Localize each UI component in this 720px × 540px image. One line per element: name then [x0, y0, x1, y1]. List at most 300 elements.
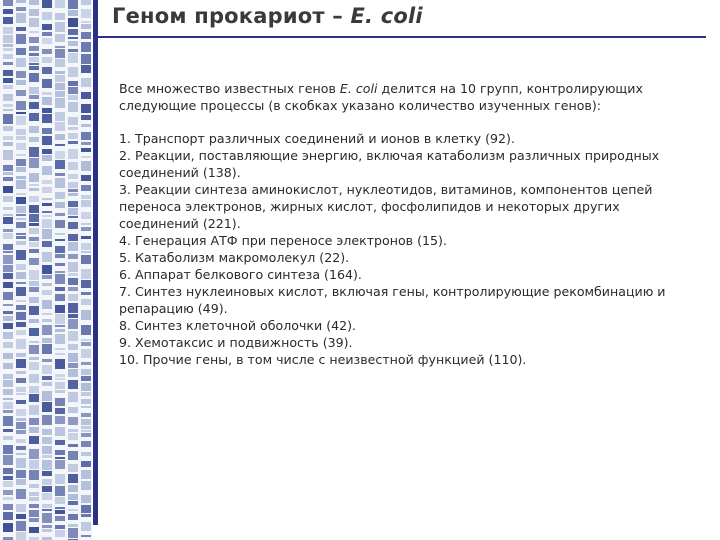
gel-band	[16, 393, 26, 395]
gel-band	[68, 464, 78, 472]
intro-after: делится на 10 групп, контролирующих следующие процессы (в скобках указано количество изученных генов):	[119, 81, 643, 113]
gel-band	[42, 300, 52, 309]
gel-band	[3, 196, 13, 202]
gel-band	[68, 407, 78, 413]
gel-band	[55, 374, 65, 377]
gel-band	[29, 527, 39, 533]
gel-band	[16, 250, 26, 260]
gel-band	[3, 109, 13, 111]
gel-band	[16, 167, 26, 172]
gel-band	[81, 32, 91, 39]
gel-band	[81, 426, 91, 429]
gel-band	[81, 195, 91, 199]
gel-band	[55, 334, 65, 344]
gel-band	[55, 416, 65, 424]
gel-band	[81, 54, 91, 64]
gel-band	[81, 175, 91, 181]
gel-band	[42, 67, 52, 74]
gel-band	[81, 21, 91, 23]
gel-band	[3, 323, 13, 329]
gel-band	[55, 507, 65, 509]
gel-band	[81, 42, 91, 52]
list-item: 1. Транспорт различных соединений и ионов в клетку (92).	[119, 131, 515, 146]
list-item: 10. Прочие гены, в том числе с неизвестной функцией (110).	[119, 352, 527, 367]
gel-band	[29, 196, 39, 202]
gel-band	[81, 392, 91, 396]
gel-band	[81, 156, 91, 158]
gel-band	[3, 172, 13, 175]
gel-band	[55, 486, 65, 496]
gel-band	[81, 161, 91, 171]
gel-band	[42, 446, 52, 454]
gel-band	[29, 470, 39, 480]
gel-band	[3, 27, 13, 34]
gel-band	[68, 41, 78, 46]
gel-band	[55, 271, 65, 273]
gel-band	[81, 243, 91, 250]
gel-band	[16, 322, 26, 327]
gel-band	[68, 353, 78, 362]
gel-band	[3, 265, 13, 272]
gel-band	[29, 394, 39, 402]
gel-band	[16, 489, 26, 499]
gel-band	[3, 229, 13, 232]
gel-band	[16, 532, 26, 540]
gel-band	[42, 203, 52, 206]
gel-band	[68, 149, 78, 159]
gel-band	[42, 252, 52, 262]
gel-band	[16, 330, 26, 335]
gel-band	[55, 378, 65, 380]
gel-band	[68, 10, 78, 16]
gel-band	[81, 310, 91, 320]
gel-band	[3, 481, 13, 487]
gel-band	[81, 212, 91, 219]
gel-band	[81, 369, 91, 375]
gel-band	[68, 162, 78, 170]
gel-band	[29, 460, 39, 469]
gel-band	[42, 114, 52, 123]
gel-band	[55, 122, 65, 131]
gel-band	[55, 382, 65, 389]
gel-band	[29, 173, 39, 182]
gel-band	[55, 178, 65, 188]
gel-band	[55, 263, 65, 266]
gel-band	[42, 97, 52, 105]
gel-band	[81, 362, 91, 365]
gel-band	[81, 148, 91, 152]
gel-band	[42, 215, 52, 217]
gel-band	[42, 32, 52, 36]
gel-band	[81, 227, 91, 231]
gel-band	[55, 427, 65, 436]
gel-band	[3, 468, 13, 474]
gel-band	[29, 31, 39, 33]
gel-band	[16, 305, 26, 310]
gel-band	[16, 176, 26, 179]
gel-band	[81, 200, 91, 207]
dna-gel-bands-image	[0, 0, 92, 540]
gel-band	[81, 481, 91, 490]
gel-band	[81, 430, 91, 432]
gel-band	[81, 441, 91, 447]
gel-band	[68, 314, 78, 318]
gel-band	[55, 460, 65, 469]
gel-band	[29, 0, 39, 5]
gel-band	[3, 150, 13, 160]
gel-band	[55, 71, 65, 74]
gel-band	[55, 348, 65, 350]
gel-band	[55, 192, 65, 199]
gel-band	[16, 514, 26, 519]
gel-band	[42, 149, 52, 154]
gel-band	[42, 437, 52, 444]
gel-band	[55, 220, 65, 228]
gel-band	[55, 173, 65, 176]
gel-band	[42, 391, 52, 401]
gel-band	[42, 38, 52, 44]
gel-band	[42, 24, 52, 30]
gel-band	[3, 94, 13, 101]
gel-band	[16, 470, 26, 478]
gel-band	[55, 98, 65, 108]
dna-gel-decoration	[0, 0, 92, 540]
gel-band	[81, 452, 91, 456]
gel-band	[68, 474, 78, 483]
gel-band	[55, 294, 65, 301]
gel-band	[81, 433, 91, 437]
gel-band	[16, 446, 26, 450]
gel-band	[81, 461, 91, 467]
gel-band	[29, 137, 39, 142]
gel-band	[3, 353, 13, 359]
gel-band	[3, 332, 13, 339]
gel-band	[3, 342, 13, 348]
gel-band	[68, 242, 78, 251]
gel-band	[68, 18, 78, 27]
gel-band	[3, 429, 13, 432]
gel-band	[29, 484, 39, 488]
gel-band	[3, 244, 13, 250]
gel-band	[68, 201, 78, 207]
gel-band	[3, 54, 13, 59]
gel-band	[29, 237, 39, 241]
gel-band	[42, 79, 52, 88]
gel-band	[42, 479, 52, 485]
gel-band	[68, 53, 78, 63]
gel-band	[55, 390, 65, 393]
gel-band	[3, 374, 13, 379]
intro-before: Все множество известных генов	[119, 81, 340, 96]
gel-band	[42, 509, 52, 511]
gel-band	[16, 430, 26, 434]
gel-band	[68, 141, 78, 144]
gel-band	[55, 83, 65, 90]
gel-band	[29, 147, 39, 157]
gel-band	[42, 229, 52, 239]
gel-band	[68, 501, 78, 505]
gel-band	[16, 378, 26, 383]
gel-band	[3, 416, 13, 426]
gel-band	[16, 129, 26, 135]
gel-band	[3, 363, 13, 369]
gel-band	[3, 490, 13, 495]
gel-band	[81, 280, 91, 288]
gel-band	[55, 510, 65, 514]
list-item: 6. Аппарат белкового синтеза (164).	[119, 267, 362, 282]
gel-band	[29, 18, 39, 27]
gel-band	[3, 436, 13, 440]
gel-band	[42, 382, 52, 386]
gel-band	[55, 34, 65, 42]
gel-band	[29, 102, 39, 109]
gel-band	[29, 436, 39, 444]
gel-band	[55, 160, 65, 169]
gel-band	[68, 287, 78, 291]
gel-band	[68, 494, 78, 500]
gel-band	[29, 510, 39, 517]
gel-band	[68, 303, 78, 313]
gel-band	[42, 313, 52, 315]
gel-band	[16, 233, 26, 235]
gel-band	[68, 451, 78, 460]
gel-band	[55, 516, 65, 521]
gel-band	[81, 251, 91, 253]
gel-band	[29, 281, 39, 286]
gel-band	[3, 292, 13, 300]
gel-band	[29, 328, 39, 336]
gel-band	[3, 476, 13, 480]
gel-band	[16, 236, 26, 239]
gel-band	[29, 63, 39, 65]
intro-paragraph	[119, 80, 679, 114]
gel-band	[81, 349, 91, 358]
gel-band	[16, 71, 26, 78]
gel-band	[3, 389, 13, 395]
gel-band	[68, 344, 78, 350]
gel-band	[16, 136, 26, 140]
gel-band	[55, 134, 65, 140]
gel-band	[16, 143, 26, 150]
gel-band	[81, 505, 91, 513]
gel-band	[42, 265, 52, 274]
gel-band	[16, 48, 26, 55]
gel-band	[42, 359, 52, 362]
gel-band	[3, 136, 13, 140]
gel-band	[3, 207, 13, 210]
gel-band	[55, 287, 65, 291]
gel-band	[29, 287, 39, 292]
gel-band	[16, 479, 26, 485]
gel-band	[16, 222, 26, 228]
gel-band	[81, 223, 91, 225]
gel-band	[81, 132, 91, 140]
gel-band	[3, 48, 13, 51]
gel-band	[3, 114, 13, 124]
gel-band	[3, 455, 13, 465]
gel-band	[16, 312, 26, 320]
gel-band	[81, 24, 91, 29]
gel-band	[29, 228, 39, 234]
gel-band	[29, 270, 39, 280]
gel-band	[42, 290, 52, 295]
gel-band	[55, 408, 65, 414]
gel-band	[55, 46, 65, 48]
gel-band	[55, 274, 65, 284]
gel-band	[16, 418, 26, 421]
gel-band	[29, 492, 39, 496]
gel-band	[29, 95, 39, 99]
gel-band	[3, 217, 13, 224]
gel-band	[55, 325, 65, 327]
gel-band	[16, 154, 26, 156]
gel-band	[81, 255, 91, 264]
gel-band	[42, 136, 52, 145]
gel-band	[55, 530, 65, 537]
gel-band	[3, 17, 13, 24]
gel-band	[81, 406, 91, 408]
gel-band	[42, 198, 52, 200]
gel-band	[42, 211, 52, 213]
gel-band	[55, 254, 65, 258]
gel-band	[81, 342, 91, 346]
gel-band	[68, 0, 78, 9]
gel-band	[42, 376, 52, 380]
gel-band	[68, 193, 78, 196]
gel-band	[3, 304, 13, 306]
gel-band	[68, 278, 78, 285]
gel-band	[42, 402, 52, 412]
gel-band	[55, 305, 65, 313]
gel-band	[29, 46, 39, 51]
list-item: 3. Реакции синтеза аминокислот, нуклеотидов, витаминов, компонентов цепей переноса электронов, жирных кислот, фосфолипидов и некоторых других соединений (221).	[119, 182, 653, 231]
gel-band	[81, 495, 91, 503]
gel-band	[16, 0, 26, 3]
gel-band	[42, 108, 52, 113]
gel-band	[68, 429, 78, 432]
gel-band	[29, 249, 39, 253]
gel-band	[29, 427, 39, 433]
gel-band	[42, 338, 52, 343]
title-underline	[93, 36, 706, 38]
gel-band	[16, 112, 26, 114]
gel-band	[55, 359, 65, 369]
gel-band	[55, 329, 65, 332]
gel-band	[55, 474, 65, 484]
gel-band	[68, 485, 78, 492]
gel-band	[55, 497, 65, 504]
gel-band	[81, 535, 91, 537]
gel-band	[16, 521, 26, 531]
gel-band	[16, 80, 26, 85]
gel-band	[55, 22, 65, 32]
gel-band	[68, 417, 78, 425]
gel-band	[16, 339, 26, 349]
gel-band	[55, 450, 65, 455]
gel-band	[42, 57, 52, 63]
gel-band	[68, 509, 78, 511]
gel-band	[81, 185, 91, 191]
list-item: 9. Хемотаксис и подвижность (39).	[119, 335, 353, 350]
gel-band	[3, 380, 13, 387]
gel-band	[42, 275, 52, 279]
gel-band	[81, 419, 91, 425]
gel-band	[29, 205, 39, 213]
gel-band	[42, 241, 52, 247]
gel-band	[3, 165, 13, 171]
gel-band	[16, 287, 26, 296]
gel-band	[16, 13, 26, 23]
gel-band	[42, 219, 52, 228]
gel-band	[42, 283, 52, 286]
gel-band	[16, 422, 26, 429]
gel-band	[42, 166, 52, 175]
title-italic: E. coli	[350, 4, 423, 28]
gel-band	[42, 415, 52, 425]
gel-band	[16, 90, 26, 96]
gel-band	[55, 457, 65, 459]
gel-band	[16, 359, 26, 368]
gel-band	[81, 399, 91, 404]
gel-band	[29, 418, 39, 425]
gel-band	[55, 0, 65, 8]
gel-band	[68, 102, 78, 112]
gel-band	[42, 128, 52, 134]
gel-band	[42, 429, 52, 435]
gel-band	[16, 101, 26, 110]
gel-band	[55, 239, 65, 241]
gel-band	[81, 339, 91, 341]
gel-band	[81, 292, 91, 295]
gel-band	[68, 380, 78, 389]
gel-band	[68, 117, 78, 125]
gel-band	[16, 458, 26, 468]
gel-band	[55, 233, 65, 235]
gel-band	[16, 193, 26, 195]
gel-band	[3, 398, 13, 400]
gel-band	[16, 27, 26, 31]
gel-band	[29, 405, 39, 415]
gel-band	[81, 65, 91, 73]
gel-band	[42, 12, 52, 20]
gel-band	[3, 523, 13, 532]
gel-band	[3, 316, 13, 321]
page-title	[112, 4, 423, 28]
gel-band	[68, 363, 78, 368]
gel-band	[3, 251, 13, 253]
gel-band	[81, 78, 91, 87]
gel-band	[16, 159, 26, 166]
gel-band	[81, 413, 91, 417]
list-item: 2. Реакции, поставляющие энергию, включая катаболизм различных природных соединений (138).	[119, 148, 660, 180]
gel-band	[29, 188, 39, 191]
gel-band	[3, 62, 13, 65]
gel-band	[29, 362, 39, 370]
list-item: 4. Генерация АТФ при переносе электронов (15).	[119, 233, 447, 248]
gel-band	[3, 142, 13, 146]
gel-band	[16, 371, 26, 374]
gel-band	[29, 158, 39, 168]
gel-band	[3, 177, 13, 181]
gel-band	[68, 369, 78, 377]
gel-band	[68, 67, 78, 77]
gel-band	[3, 214, 13, 216]
gel-band	[29, 9, 39, 16]
gel-band	[68, 95, 78, 100]
gel-band	[29, 53, 39, 56]
gel-band	[55, 202, 65, 208]
gel-band	[42, 325, 52, 335]
